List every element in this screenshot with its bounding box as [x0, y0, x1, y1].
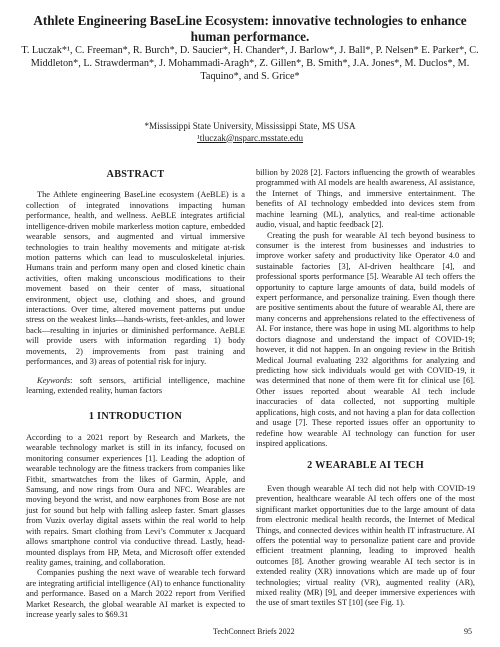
introduction-heading: 1 INTRODUCTION: [88, 411, 183, 423]
right-column: [256, 168, 475, 609]
body-paragraph-2: Creating the push for wearable AI tech beyond business to consumer is the interest from businesses and industries to improve worker safety and productivity like Operator 4.0 and sustainable factories [3], AI-driven healthcare [4], and professional sports performance [5]. Wearable AI tech offers the opportunity to capture large amounts of data, build models of expert performance, and personalize training. Even though there are positive sentiments about the future of wearable AI, there are many concerns and apprehensions related to the effectiveness of AI. For instance, there was hope in using ML algorithms to help doctors diagnose and understand the impact of COVID-19; however, it did not happen. In an ongoing review in the British Medical Journal evaluating 232 algorithms for analyzing and predicting how sick individuals would get with COVID-19, it was determined that none of them were fit for clinical use [6]. Other issues reported about wearable AI tech include inaccuracies of data collected, not supporting multiple applications, high costs, and not having a plan for data collection and usage [7]. These reported issues offer an opportunity to redefine how wearable AI technology can function for user inspired applications.: [256, 230, 475, 448]
wearable-ai-tech-paragraph: Even though wearable AI tech did not help with COVID-19 prevention, healthcare wearable AI tech offers one of the most significant market opportunities due to the large amount of data from electronic medical health records, the Internet of Medical Things, and connected devices within health IT infrastructure. AI offers the potential way to personalize patient care and provide efficient treatment planning, leading to improved health outcomes [8]. Another growing wearable AI tech sector is in extended reality (XR) innovations which are made up of four technologies; virtual reality (VR), augmented reality (AR), mixed reality (MR) [9], and deeper immersive experiences with the use of smart textiles ST [10] (see Fig. 1).: [256, 483, 475, 608]
body-paragraph-1: billion by 2028 [2]. Factors influencing the growth of wearables programmed with AI models are health awareness, AI assistance, the Internet of Things, and immersive entertainment. The benefits of AI technology embedded into devices stem from machine learning (ML), analytics, and real-time actionable audio, visual, and haptic feedback [2].: [256, 168, 475, 230]
conference-name: TechConnect Briefs 2022: [213, 627, 295, 636]
affiliation-block: [20, 121, 480, 144]
abstract-text: The Athlete engineering BaseLine ecosystem (AeBLE) is a collection of integrated innovations impacting human performance, health, and wellness. AeBLE integrates artificial intelligence-driven mobile markerless motion capture, embedded wearable sensors, and augmented and virtual immersive technologies to train healthy movements and mitigate at-risk motion patterns which can lead to musculoskeletal injuries. Humans train and perform many open and closed kinetic chain activities, often making unconscious modifications to their movement based on their center of mass, situational environment, object use, clothing and shoes, and ground interactions. Over time, altered movement patterns put undue stress on the weakest links—hands-wrists, feet-ankles, and lower back—resulting in injuries or diminished performance. AeBLE will provide users with information regarding 1) body movements, 2) improvements from past training and performances, and 3) areas of potential risk for injury.: [26, 190, 245, 367]
author-email-link[interactable]: ¹tluczak@nsparc.msstate.edu: [196, 132, 304, 143]
keywords-text: : soft sensors, artificial intelligence, machine learning, extended reality, human factors: [26, 375, 245, 396]
abstract-heading: ABSTRACT: [106, 169, 165, 180]
introduction-paragraph-2: Companies pushing the next wave of wearable tech forward are integrating artificial intelligence (AI) to enhance functionality and performance. Based on a March 2022 report from Verified Market Research, the global wearable AI market is expected to increase yearly sales to $69.31: [26, 568, 245, 620]
page-number: 95: [464, 627, 472, 636]
keywords: [26, 376, 245, 397]
left-column: [26, 170, 245, 620]
author-list: T. Luczak*¹, C. Freeman*, R. Burch*, D. Saucier*, H. Chander*, J. Barlow*, J. Ball*, P. Nelsen* E. Parker*, C. Middleton*, L. Strawderman*, J. Mohammadi-Aragh*, Z. Gillen*, B. Smith*, J.A. Jones*, M. Duclos*, M. Taquino*, and S. Grice*: [21, 45, 479, 82]
wearable-ai-tech-heading: 2 WEARABLE AI TECH: [307, 460, 424, 472]
introduction-paragraph-1: According to a 2021 report by Research and Markets, the wearable technology market is still in its infancy, focused on monitoring consumer experiences [1]. Leading the adoption of wearable technology are the fitness trackers from companies like Fitbit, smartwatches from the likes of Garmin, Apple, and Samsung, and now rings from Oura and NFC. Wearables are moving beyond the wrist, and now earphones from Bose are not just for sound but help with falling asleep faster. Smart glasses from Vuzix overlay digital assets within the real world to help with repairs. Smart clothing from Levi’s Commuter x Jacquard allows smartphone control via conductive thread. Lastly, head-mounted displays from HP, Meta, and Microsoft offer extended reality games, training, and collaboration.: [26, 432, 245, 567]
affiliation: *Mississippi State University, Mississippi State, MS USA: [144, 121, 356, 131]
paper-title: Athlete Engineering BaseLine Ecosystem: innovative technologies to enhance human performance.: [33, 13, 467, 44]
keywords-label: Keywords: [37, 375, 71, 385]
